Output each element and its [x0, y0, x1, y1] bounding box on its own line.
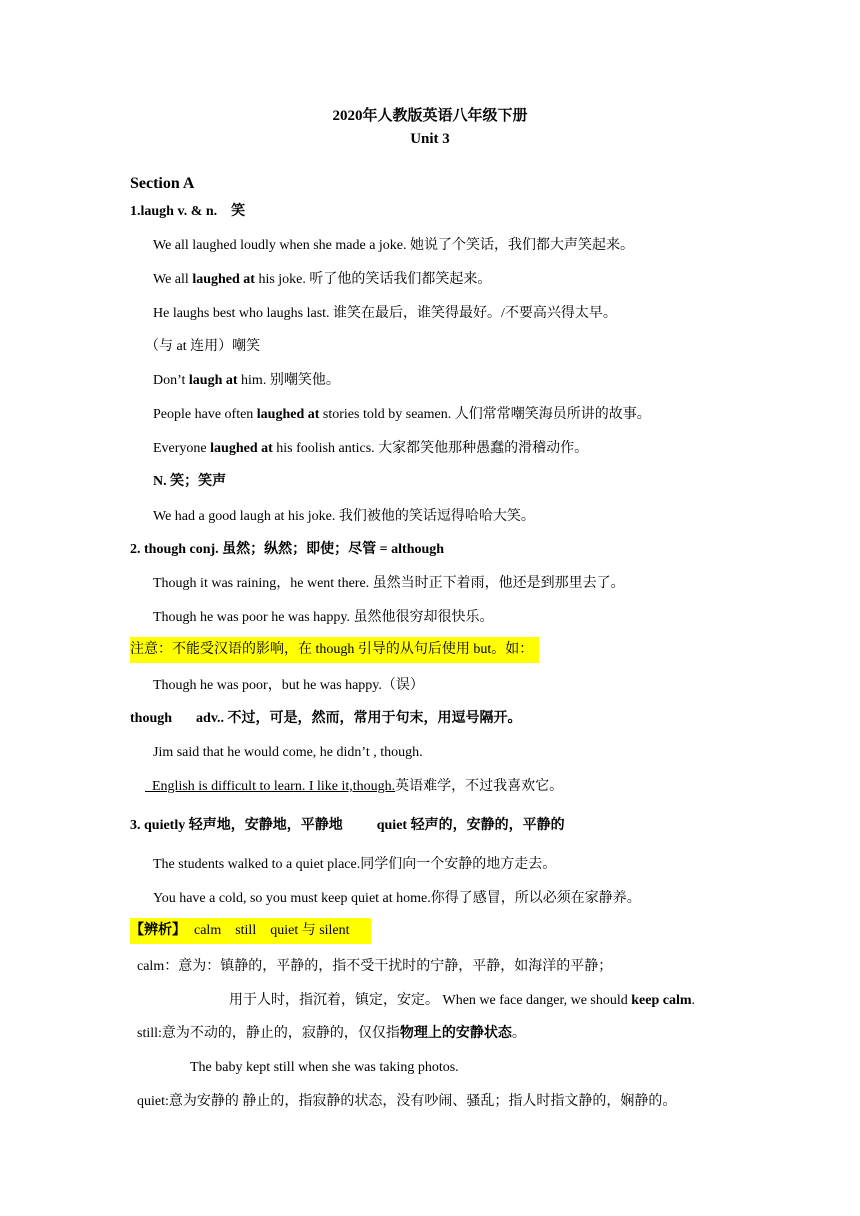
example-line: We all laughed at his joke. 听了他的笑话我们都笑起来。	[153, 272, 492, 287]
doc-title: 2020年人教版英语八年级下册	[332, 108, 528, 124]
example-line: We all laughed loudly when she made a joke. 她说了个笑话，我们都大声笑起来。	[153, 238, 635, 253]
definition-line: still:意为不动的，静止的，寂静的，仅仅指物理上的安静状态。	[137, 1026, 526, 1041]
section-heading: Section A	[130, 175, 195, 192]
usage-note: （与 at 连用）嘲笑	[145, 339, 261, 354]
definition-line: calm：意为：镇静的，平静的，指不受干扰时的宁静，平静，如海洋的平静；	[137, 959, 613, 974]
example-line: Though he was poor，but he was happy.（误）	[153, 678, 424, 693]
noun-subheading: N. 笑；笑声	[153, 474, 227, 489]
example-line: He laughs best who laughs last. 谁笑在最后，谁笑得最好。/不要高兴得太早。	[153, 306, 617, 321]
definition-line: 用于人时，指沉着，镇定，安定。 When we face danger, we should keep calm.	[229, 993, 696, 1008]
example-line: Jim said that he would come, he didn’t , though.	[153, 745, 423, 760]
doc-subtitle: Unit 3	[410, 131, 450, 147]
example-line: We had a good laugh at his joke. 我们被他的笑话逗得哈哈大笑。	[153, 509, 535, 524]
example-line: The students walked to a quiet place.同学们向一个安静的地方走去。	[153, 857, 557, 872]
example-line: People have often laughed at stories told by seamen. 人们常常嘲笑海员所讲的故事。	[153, 407, 651, 422]
analysis-box: 【辨析】 calm still quiet 与 silent	[130, 918, 371, 944]
example-line: You have a cold, so you must keep quiet at home.你得了感冒，所以必须在家静养。	[153, 891, 641, 906]
example-line: Everyone laughed at his foolish antics. 大家都笑他那种愚蠢的滑稽动作。	[153, 441, 589, 456]
heading-though: 2. though conj. 虽然；纵然；即使；尽管 = although	[130, 542, 445, 557]
example-line: Though he was poor he was happy. 虽然他很穷却很快乐。	[153, 610, 494, 625]
heading-though-adv: though adv.. 不过，可是，然而，常用于句末，用逗号隔开。	[130, 711, 522, 726]
example-line: Don’t laugh at him. 别嘲笑他。	[153, 373, 340, 388]
example-line: Though it was raining，he went there. 虽然当时正下着雨，他还是到那里去了。	[153, 576, 625, 591]
example-line: The baby kept still when she was taking photos.	[190, 1060, 459, 1075]
highlighted-note: 注意：不能受汉语的影响，在 though 引导的从句后使用 but。如：	[130, 637, 539, 663]
heading-quietly: 3. quietly 轻声地，安静地，平静地 quiet 轻声的，安静的，平静的	[130, 818, 565, 833]
definition-line: quiet:意为安静的 静止的，指寂静的状态，没有吵闹、骚乱；指人时指文静的，娴静的。	[137, 1094, 677, 1109]
example-line: English is difficult to learn. I like it,though.英语难学，不过我喜欢它。	[145, 779, 564, 794]
heading-laugh: 1.laugh v. & n. 笑	[130, 204, 246, 219]
